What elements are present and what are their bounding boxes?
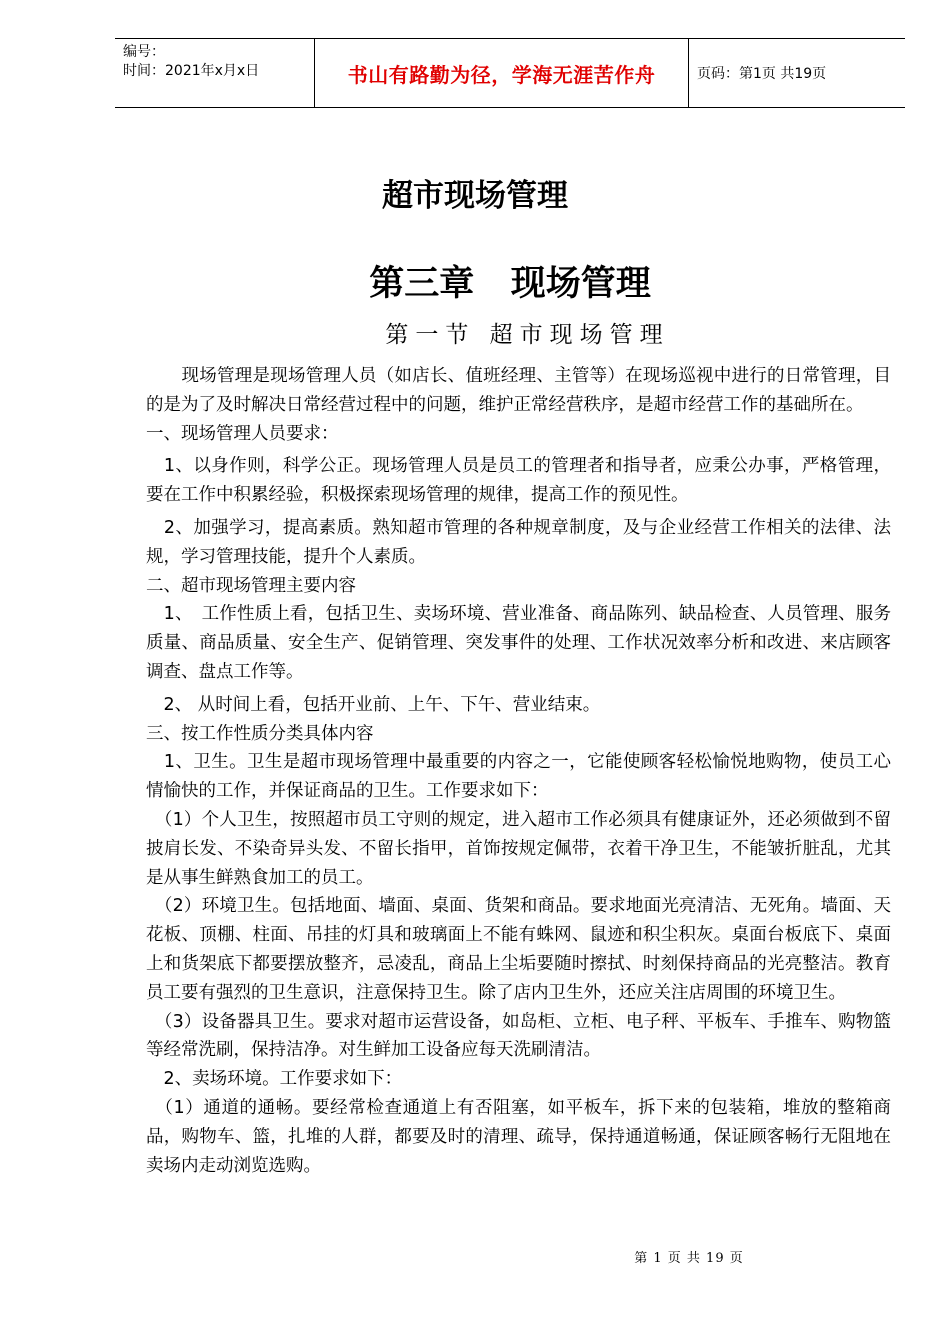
paragraph: 2、卖场环境。工作要求如下： — [146, 1069, 403, 1090]
number-label: 编号： — [123, 44, 165, 60]
heading-2: 二、超市现场管理主要内容 — [146, 575, 356, 596]
paragraph: 1、 工作性质上看，包括卫生、卖场环境、营业准备、商品陈列、缺品检查、人员管理、服务质量、商品质量、安全生产、促销管理、突发事件的处理、工作状况效率分析和改进、来店顾客调查、盘点工作等。 — [146, 604, 891, 682]
paragraph: 2、加强学习，提高素质。熟知超市管理的各种规章制度，及与企业经营工作相关的法律、法规，学习管理技能，提升个人素质。 — [146, 517, 891, 567]
header-page-cell — [689, 39, 905, 107]
header-meta-cell — [115, 39, 315, 107]
section-heading: 第一节 超市现场管理 — [385, 322, 670, 348]
paragraph: 2、 从时间上看，包括开业前、上午、下午、营业结束。 — [146, 694, 601, 715]
intro-paragraph: 现场管理是现场管理人员（如店长、值班经理、主管等）在现场巡视中进行的日常管理，目的是为了及时解决日常经营过程中的问题，维护正常经营秩序，是超市经营工作的基础所在。 — [146, 366, 891, 415]
paragraph: （1）通道的通畅。要经常检查通道上有否阻塞，如平板车，拆下来的包装箱，堆放的整箱商品，购物车、篮，扎堆的人群，都要及时的清理、疏导，保持通道畅通，保证顾客畅行无阻地在卖场内走动浏览选购。 — [146, 1097, 891, 1176]
document-header — [115, 38, 905, 108]
paragraph: （3）设备器具卫生。要求对超市运营设备，如岛柜、立柜、电子秤、平板车、手推车、购物篮等经常洗刷，保持洁净。对生鲜加工设备应每天洗刷清洁。 — [146, 1011, 891, 1061]
chapter-heading: 第三章 现场管理 — [369, 264, 651, 304]
page-footer: 第 1 页 共 19 页 — [634, 1251, 744, 1266]
body-text — [146, 362, 891, 1180]
time-label: 时间：2021年x月x日 — [123, 63, 260, 79]
motto: 书山有路勤为径，学海无涯苦作舟 — [347, 62, 656, 87]
header-motto-cell — [315, 39, 689, 107]
paragraph: （2）环境卫生。包括地面、墙面、桌面、货架和商品。要求地面光亮清洁、无死角。墙面、天花板、顶棚、柱面、吊挂的灯具和玻璃面上不能有蛛网、鼠迹和积尘积灰。桌面台板底下、桌面上和货架底下都要摆放整齐，忌凌乱，商品上尘垢要随时擦拭、时刻保持商品的光亮整洁。教育员工要有强烈的卫生意识，注意保持卫生。除了店内卫生外，还应关注店周围的环境卫生。 — [146, 896, 891, 1003]
heading-3: 三、按工作性质分类具体内容 — [146, 723, 374, 744]
paragraph: 1、卫生。卫生是超市现场管理中最重要的内容之一，它能使顾客轻松愉悦地购物，使员工心情愉快的工作，并保证商品的卫生。工作要求如下： — [146, 752, 891, 802]
document-title: 超市现场管理 — [382, 178, 568, 214]
paragraph: （1）个人卫生，按照超市员工守则的规定，进入超市工作必须具有健康证外，还必须做到不留披肩长发、不染奇异头发、不留长指甲，首饰按规定佩带，衣着干净卫生，不能皱折脏乱，尤其是从事生鲜熟食加工的员工。 — [146, 809, 891, 888]
paragraph: 1、以身作则，科学公正。现场管理人员是员工的管理者和指导者，应秉公办事，严格管理，要在工作中积累经验，积极探索现场管理的规律，提高工作的预见性。 — [146, 456, 891, 506]
heading-1: 一、现场管理人员要求： — [146, 423, 339, 444]
page-info: 页码：第1页 共19页 — [697, 66, 827, 82]
